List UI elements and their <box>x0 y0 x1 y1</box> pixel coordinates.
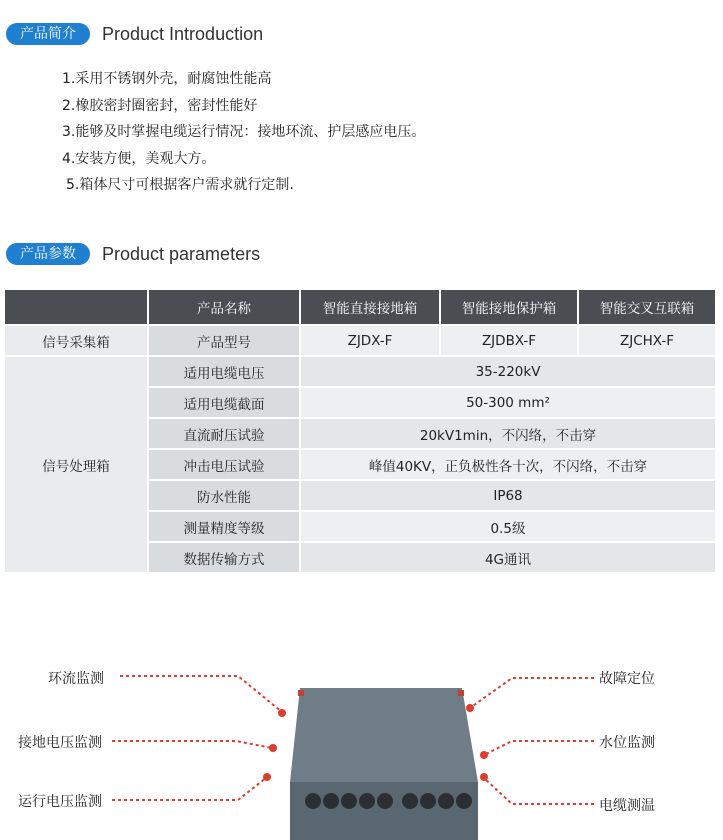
row-value: 峰值40KV，正负极性各十次，不闪络，不击穿 <box>300 449 716 480</box>
intro-item: 2.橡胶密封圈密封，密封性能好 <box>62 97 258 114</box>
row-label: 直流耐压试验 <box>148 418 300 449</box>
box-top-surface <box>290 688 478 782</box>
row-label: 适用电缆电压 <box>148 356 300 387</box>
intro-section-header <box>6 23 263 45</box>
row-value: 0.5级 <box>300 511 716 542</box>
header-col3: 智能交叉互联箱 <box>578 290 716 325</box>
header-col2: 智能接地保护箱 <box>440 290 578 325</box>
header-name-label: 产品名称 <box>148 290 300 325</box>
group-signal-acquisition: 信号采集箱 <box>5 325 148 356</box>
model-col3: ZJCHX-F <box>578 325 716 356</box>
cable-gland-icons <box>305 793 472 809</box>
header-blank-cell <box>5 290 148 325</box>
left-callout-lines <box>112 676 282 800</box>
params-title: Product parameters <box>102 243 261 264</box>
row-value: 35-220kV <box>300 356 716 387</box>
row-value: 4G通讯 <box>300 542 716 573</box>
intro-item: 1.采用不锈钢外壳，耐腐蚀性能高 <box>62 71 272 87</box>
row-label: 产品型号 <box>148 325 300 356</box>
label-circulating-current: 环流监测 <box>48 671 104 687</box>
product-feature-diagram <box>0 660 723 840</box>
label-fault-location: 故障定位 <box>599 671 655 687</box>
row-value: 20kV1min，不闪络，不击穿 <box>300 418 716 449</box>
row-value: IP68 <box>300 480 716 511</box>
label-operating-voltage: 运行电压监测 <box>18 794 102 810</box>
label-water-level: 水位监测 <box>599 735 655 751</box>
label-cable-temperature: 电缆测温 <box>599 798 655 814</box>
label-ground-voltage: 接地电压监测 <box>18 735 102 751</box>
params-table <box>5 290 717 574</box>
header-col1: 智能直接接地箱 <box>300 290 440 325</box>
intro-pill: 产品简介 <box>6 23 90 45</box>
row-label: 测量精度等级 <box>148 511 300 542</box>
intro-title: Product Introduction <box>102 23 264 44</box>
intro-list <box>62 66 425 199</box>
intro-item: 5.箱体尺寸可根据客户需求就行定制. <box>66 177 294 193</box>
group-signal-processing: 信号处理箱 <box>5 356 148 573</box>
params-section-header <box>6 243 260 265</box>
row-label: 防水性能 <box>148 480 300 511</box>
right-callout-lines <box>470 678 594 804</box>
intro-item: 4.安装方便，美观大方。 <box>62 150 216 167</box>
model-col2: ZJDBX-F <box>440 325 578 356</box>
row-label: 数据传输方式 <box>148 542 300 573</box>
left-callout-dots <box>263 709 286 781</box>
intro-item: 3.能够及时掌握电缆运行情况：接地环流、护层感应电压。 <box>62 124 426 140</box>
table-row <box>5 356 716 387</box>
table-row <box>5 325 716 356</box>
box-screw-icon <box>298 690 304 696</box>
box-front-face <box>290 782 478 840</box>
row-label: 冲击电压试验 <box>148 449 300 480</box>
box-screw-icon <box>458 690 464 696</box>
params-pill: 产品参数 <box>6 243 90 265</box>
table-header-row <box>5 290 716 325</box>
row-label: 适用电缆截面 <box>148 387 300 418</box>
model-col1: ZJDX-F <box>300 325 440 356</box>
row-value: 50-300 mm² <box>300 387 716 418</box>
